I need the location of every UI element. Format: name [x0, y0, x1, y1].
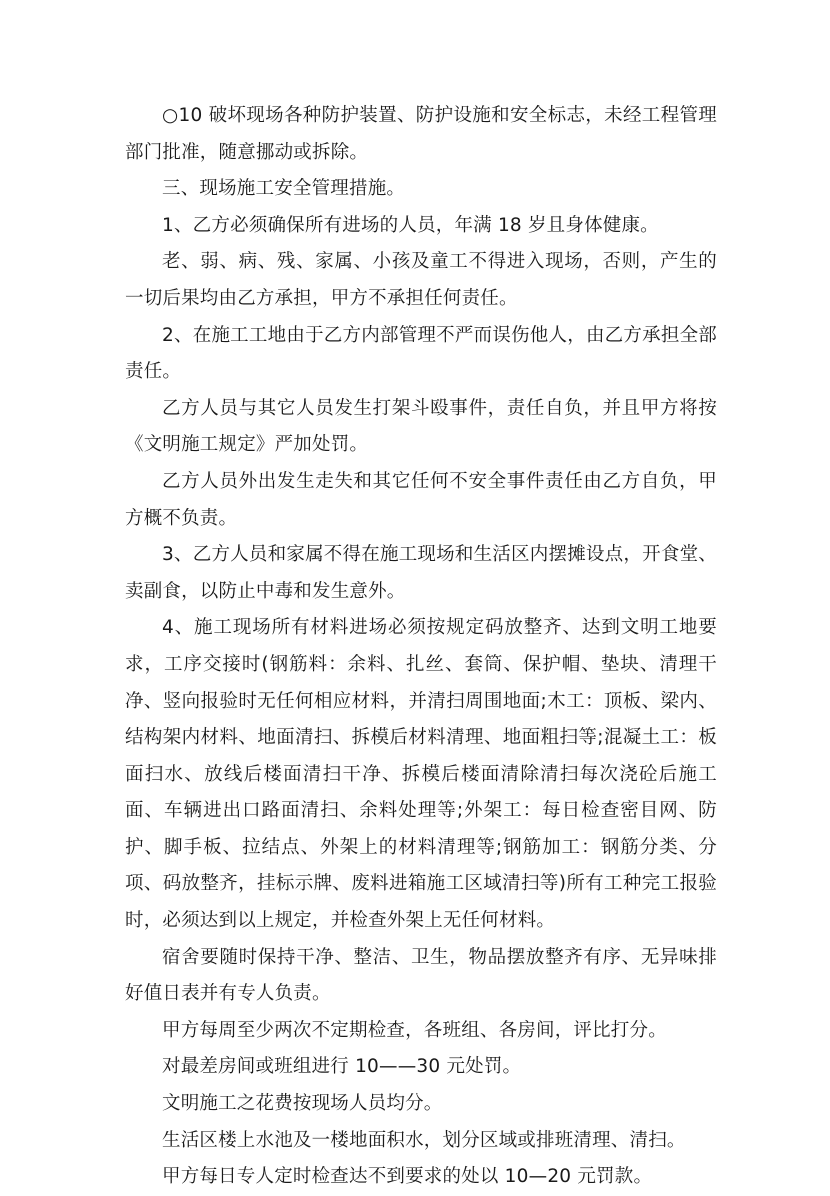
paragraph: 4、施工现场所有材料进场必须按规定码放整齐、达到文明工地要求，工序交接时(钢筋料：余料、扎丝、套筒、保护帽、垫块、清理干净、竖向报验时无任何相应材料，并清扫周围地面;木工：顶板、梁内、结构架内材料、地面清扫、拆模后材料清理、地面粗扫等;混凝土工：板面扫水、放线后楼面清扫干净、拆模后楼面清除清扫每次浇砼后施工面、车辆进出口路面清扫、余料处理等;外架工：每日检查密目网、防护、脚手板、拉结点、外架上的材料清理等;钢筋加工：钢筋分类、分项、码放整齐，挂标示牌、废料进箱施工区域清扫等)所有工种完工报验时，必须达到以上规定，并检查外架上无任何材料。: [125, 617, 717, 932]
paragraph: ○10 破坏现场各种防护装置、防护设施和安全标志，未经工程管理部门批准，随意挪动或拆除。: [125, 105, 717, 163]
document-body: [125, 98, 717, 1196]
paragraph: 乙方人员与其它人员发生打架斗殴事件，责任自负，并且甲方将按《文明施工规定》严加处罚。: [125, 397, 717, 456]
paragraph: 乙方人员外出发生走失和其它任何不安全事件责任由乙方自负，甲方概不负责。: [125, 470, 717, 529]
paragraph: 3、乙方人员和家属不得在施工现场和生活区内摆摊设点，开食堂、卖副食，以防止中毒和发生意外。: [125, 544, 717, 602]
paragraph: 文明施工之花费按现场人员均分。: [162, 1093, 443, 1115]
paragraph: 甲方每日专人定时检查达不到要求的处以 10—20 元罚款。: [162, 1166, 653, 1188]
paragraph: 宿舍要随时保持干净、整洁、卫生，物品摆放整齐有序、无异味排好值日表并有专人负责。: [125, 946, 717, 1005]
section-heading: 三、现场施工安全管理措施。: [162, 178, 406, 200]
paragraph: 生活区楼上水池及一楼地面积水，划分区域或排班清理、清扫。: [162, 1129, 686, 1151]
paragraph: 对最差房间或班组进行 10——30 元处罚。: [162, 1056, 522, 1078]
paragraph: 甲方每周至少两次不定期检查，各班组、各房间，评比打分。: [162, 1019, 667, 1041]
paragraph: 老、弱、病、残、家属、小孩及童工不得进入现场，否则，产生的一切后果均由乙方承担，甲方不承担任何责任。: [125, 251, 717, 309]
paragraph: 1、乙方必须确保所有进场的人员，年满 18 岁且身体健康。: [162, 214, 659, 236]
paragraph: 2、在施工工地由于乙方内部管理不严而误伤他人，由乙方承担全部责任。: [125, 324, 717, 383]
